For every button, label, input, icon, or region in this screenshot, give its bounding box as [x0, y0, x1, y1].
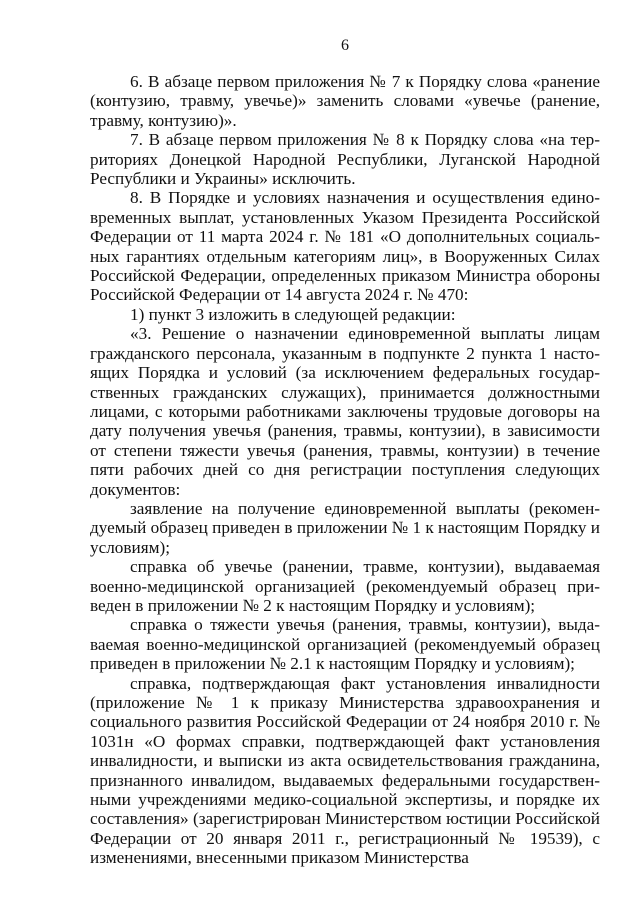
paragraph-item-8: 8. В Порядке и условиях назначения и осуществления единовременных выплат, установленных Указом Президента Российской Федерации от 11 марта 2024 г. № 181 «О дополнительных социальных гарантиях отдельным категориям лиц», в Вооруженных Силах Российской Федерации, определенных приказом Министра обороны Российской Федерации от 14 августа 2024 г. № 470: — [90, 188, 600, 305]
page-number: 6 — [341, 37, 349, 54]
document-list-item: справка о тяжести увечья (ранения, травмы, контузии), выдаваемая военно-медицинской организацией (рекомендуемый образец приведен в приложении № 2.1 к настоящим Порядку и условиям); — [90, 615, 600, 674]
document-body — [90, 72, 600, 868]
paragraph-item-7: 7. В абзаце первом приложения № 8 к Порядку слова «на территориях Донецкой Народной Республики, Луганской Народной Республики и Украины» исключить. — [90, 130, 600, 189]
document-list-item: справка, подтверждающая факт установления инвалидности (приложение № 1 к приказу Министерства здравоохранения и социального развития Российской Федерации от 24 ноября 2010 г. № 1031н «О формах справки, подтверждающей факт установления инвалидности, и выписки из акта освидетельствования гражданина, признанного инвалидом, выдаваемых федеральными государственными учреждениями медико-социальной экспертизы, и порядке их составления» (зарегистрирован Министерством юстиции Российской Федерации от 20 января 2011 г., регистрационный № 19539), с изменениями, внесенными приказом Министерства — [90, 673, 600, 868]
paragraph-item-6: 6. В абзаце первом приложения № 7 к Порядку слова «ранение (контузию, травму, увечье)» заменить словами «увечье (ранение, травму, контузию)». — [90, 72, 600, 130]
document-list-item: заявление на получение единовременной выплаты (рекомендуемый образец приведен в приложении № 1 к настоящим Порядку и условиям); — [90, 498, 600, 557]
document-list-item: справка об увечье (ранении, травме, контузии), выдаваемая военно-медицинской организацией (рекомендуемый образец приведен в приложении № 2 к настоящим Порядку и условиям); — [90, 557, 600, 615]
subparagraph-1: 1) пункт 3 изложить в следующей редакции: — [130, 304, 456, 324]
quoted-clause-3: «3. Решение о назначении единовременной выплаты лицам гражданского персонала, указанным в подпункте 2 пункта 1 настоящих Порядка и условий (за исключением федеральных государственных гражданских служащих), принимается должностными лицами, с которыми работниками заключены трудовые договоры на дату получения увечья (ранения, травмы, контузии), в зависимости от степени тяжести увечья (ранения, травмы, контузии) в течение пяти рабочих дней со дня регистрации поступления следующих документов: — [90, 324, 600, 499]
